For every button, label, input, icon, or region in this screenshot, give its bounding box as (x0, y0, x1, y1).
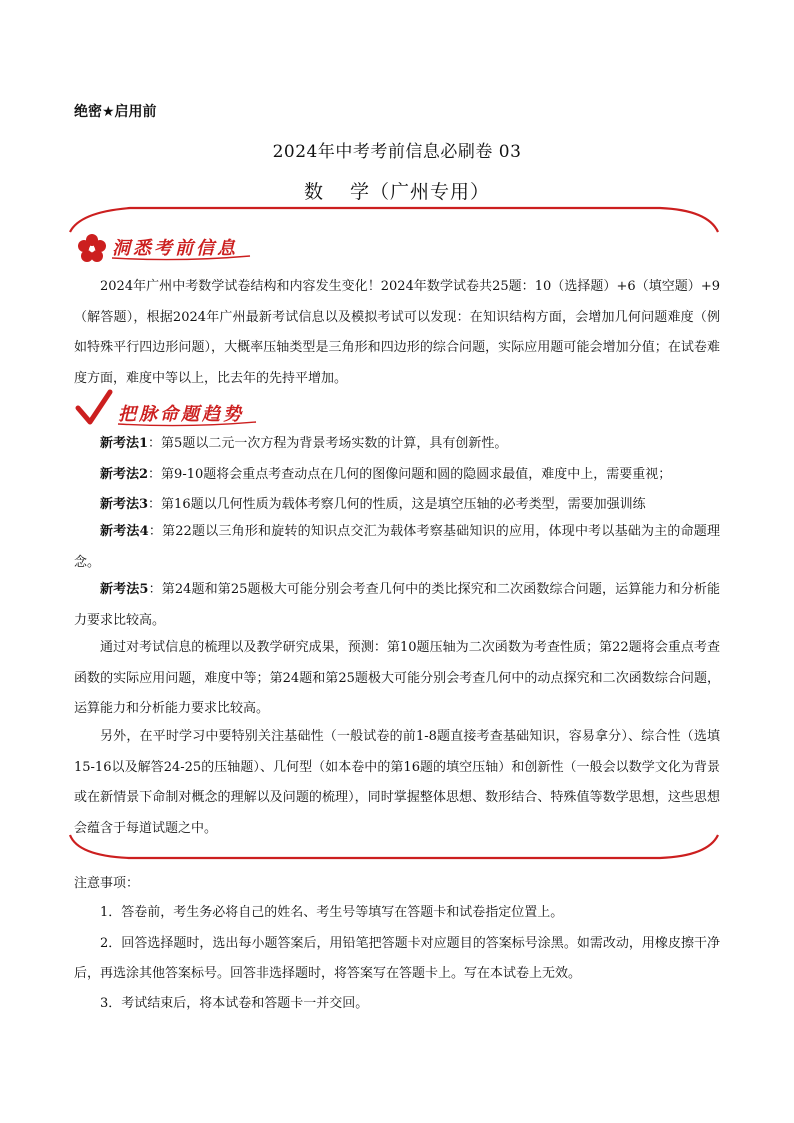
notice-item: 2．回答选择题时，选出每小题答案后，用铅笔把答题卡对应题目的答案标号涂黑。如需改动，用橡皮擦干净后，再选涂其他答案标号。回答非选择题时，将答案写在答题卡上。写在本试卷上无效。 (74, 936, 720, 981)
new-method-label: 新考法5 (100, 582, 149, 597)
subject-rest: 学（广州专用） (350, 181, 491, 203)
new-method-label: 新考法3 (100, 497, 149, 512)
section-badge-trend: 把脉命题趋势 (118, 404, 244, 425)
new-method-item (74, 575, 720, 636)
top-frame-arc (70, 208, 718, 232)
summary-paragraph: 通过对考试信息的梳理以及教学研究成果，预测：第10题压轴为二次函数为考查性质；第22题将会重点考查函数的实际应用问题，难度中等；第24题和第25题极大可能分别会考查几何中的动点探究和二次函数综合问题，运算能力和分析能力要求比较高。 (74, 640, 720, 716)
new-method-text: ：第9-10题将会重点考查动点在几何的图像问题和圆的隐圆求最值，难度中上，需要重视； (148, 467, 672, 482)
checkmark-icon (78, 392, 110, 422)
notice-heading: 注意事项： (74, 876, 140, 891)
exam-title: 2024年中考考前信息必刷卷 03 (272, 142, 522, 162)
new-method-item (74, 460, 720, 491)
new-method-text: ：第5题以二元一次方程为背景考场实数的计算，具有创新性。 (148, 436, 508, 451)
flower-icon (78, 234, 106, 262)
new-method-label: 新考法4 (100, 524, 149, 539)
info-paragraph: 2024年广州中考数学试卷结构和内容发生变化！2024年数学试卷共25题：10（选择题）+6（填空题）+9（解答题），根据2024年广州最新考试信息以及模拟考试可以发现：在知识结构方面，会增加几何问题难度（例如特殊平行四边形问题），大概率压轴类型是三角形和四边形的综合问题，实际应用题可能会增加分值；在试卷难度方面，难度中等以上，比去年的先持平增加。 (74, 279, 720, 386)
new-method-item (74, 429, 720, 460)
subject-char: 数 (303, 181, 324, 203)
notice-item: 1．答卷前，考生务必将自己的姓名、考生号等填写在答题卡和试卷指定位置上。 (100, 905, 564, 920)
new-method-item (74, 490, 720, 521)
new-method-item (74, 517, 720, 578)
confidential-label: 绝密★启用前 (74, 104, 157, 120)
new-method-label: 新考法1 (100, 436, 149, 451)
notice-item: 3．考试结束后，将本试卷和答题卡一并交回。 (100, 996, 369, 1011)
new-method-text: ：第16题以几何性质为载体考察几何的性质，这是填空压轴的必考类型，需要加强训练 (148, 497, 646, 512)
new-method-text: ：第22题以三角形和旋转的知识点交汇为载体考察基础知识的应用，体现中考以基础为主的命题理念。 (74, 524, 721, 570)
extra-paragraph: 另外，在平时学习中要特别关注基础性（一般试卷的前1-8题直接考查基础知识，容易拿分）、综合性（选填15-16以及解答24-25的压轴题）、几何型（如本卷中的第16题的填空压轴）和创新性（一般会以数学文化为背景或在新情景下命制对概念的理解以及问题的梳理），同时掌握整体思想、数形结合、特殊值等数学思想，这些思想会蕴含于每道试题之中。 (74, 729, 720, 836)
new-method-label: 新考法2 (100, 467, 149, 482)
section-badge-info: 洞悉考前信息 (112, 238, 238, 259)
new-method-text: ：第24题和第25题极大可能分别会考查几何中的类比探究和二次函数综合问题，运算能力和分析能力要求比较高。 (74, 582, 720, 628)
